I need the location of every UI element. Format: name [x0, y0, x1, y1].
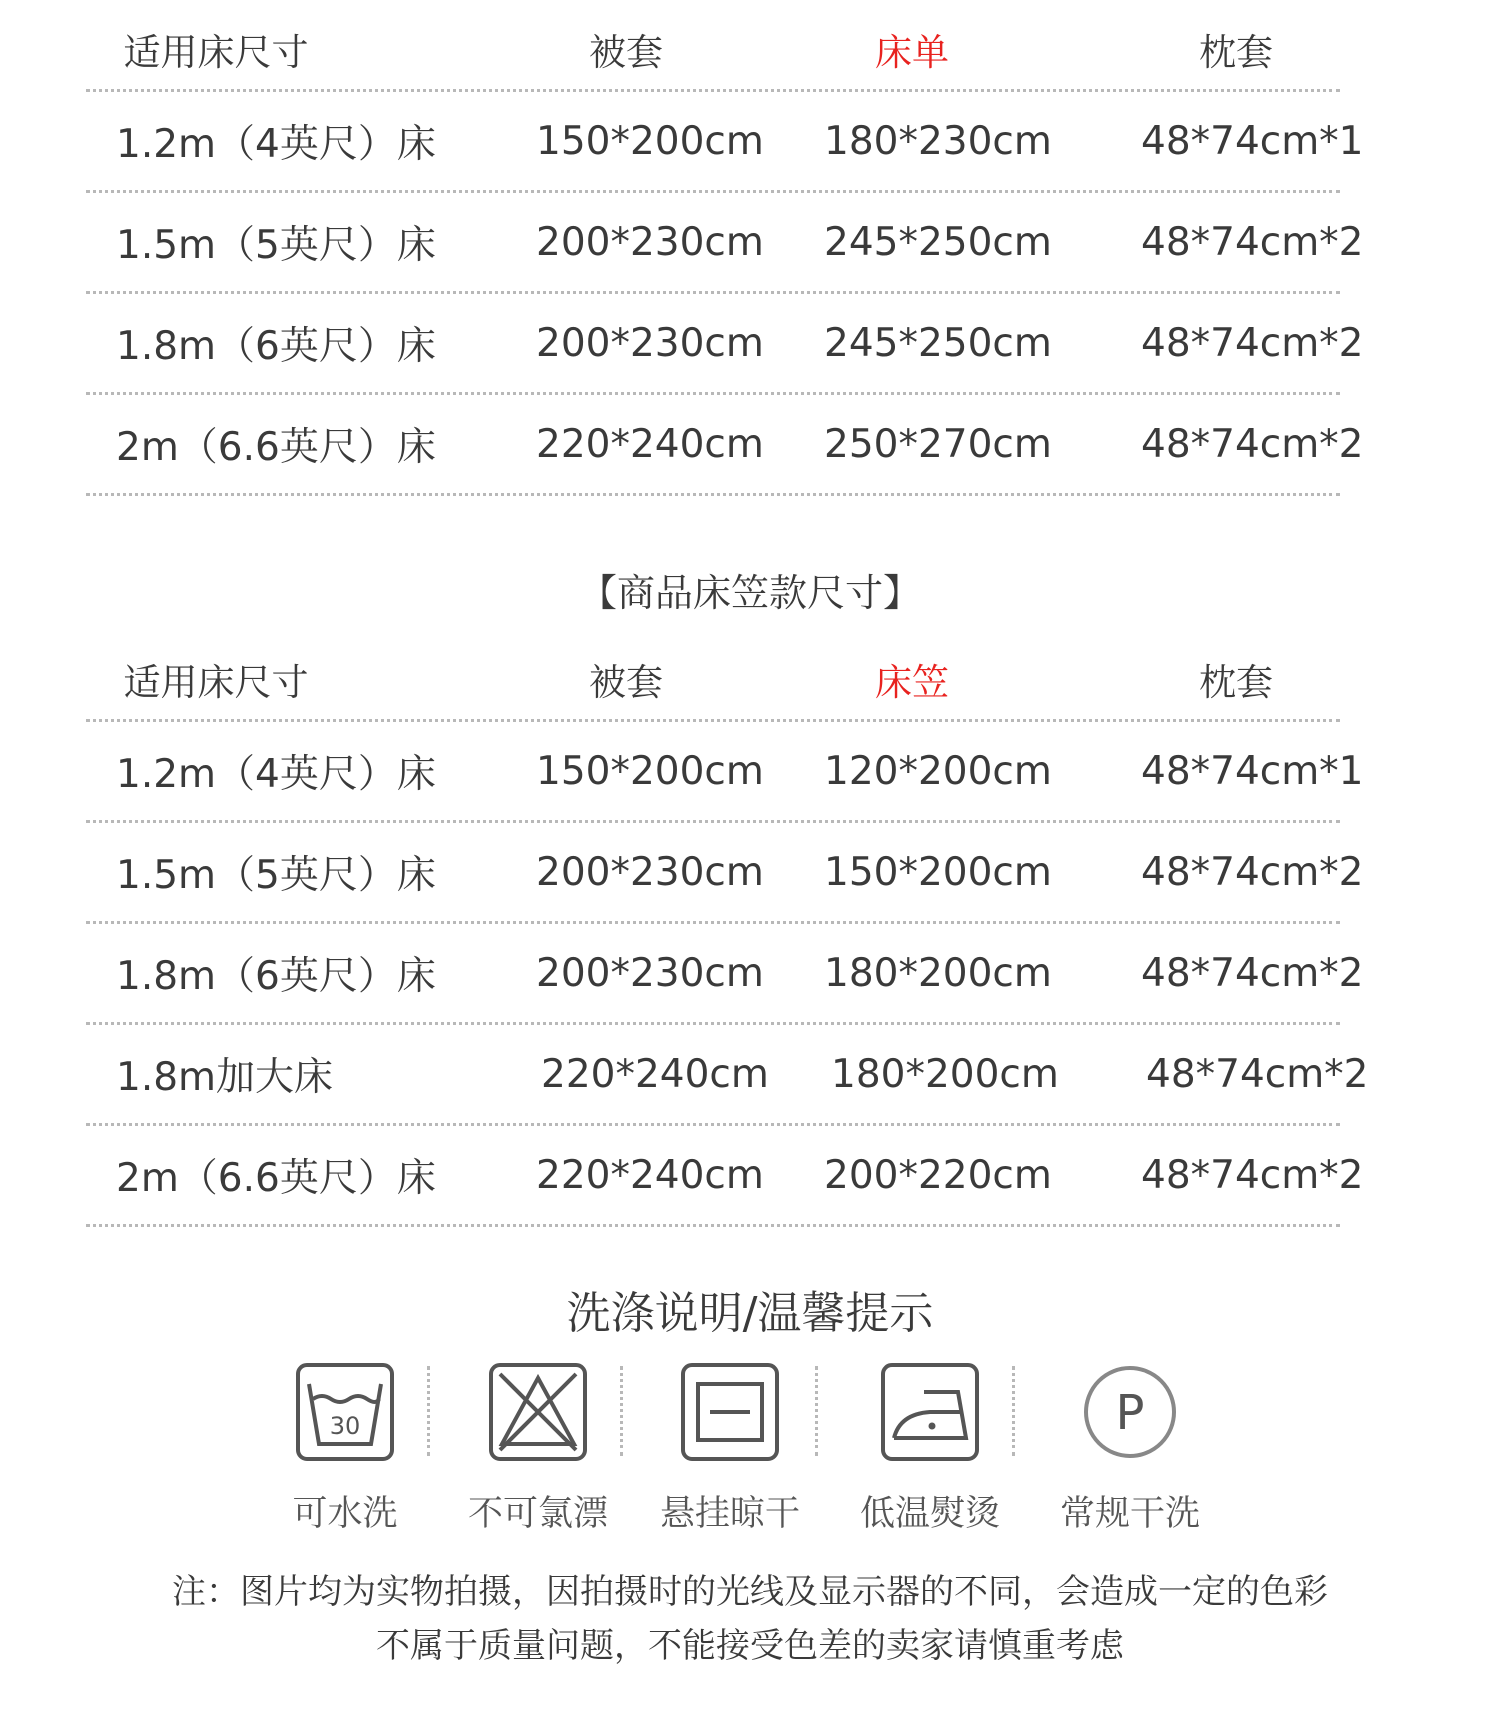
care-label-no-bleach: 不可氯漂 [467, 1494, 608, 1534]
table-row [86, 924, 1364, 1025]
pillowcase-size-cell: 48*74cm*1 [1141, 118, 1364, 164]
header-duvet-cover: 被套 [589, 30, 663, 74]
pillowcase-size-cell: 48*74cm*1 [1141, 748, 1364, 794]
fitted-size-cell: 120*200cm [824, 748, 1052, 794]
table-header [86, 8, 1340, 92]
header-bed-size: 适用床尺寸 [123, 30, 309, 74]
bed-size-cell: 1.5m（5英尺）床 [116, 223, 436, 268]
care-item-hang-dry [655, 1362, 805, 1536]
header-pillowcase: 枕套 [1199, 660, 1273, 704]
size-table-fitted [86, 638, 1369, 1227]
header-pillowcase: 枕套 [1199, 30, 1273, 74]
care-item-no-bleach [463, 1362, 613, 1536]
pillowcase-size-cell: 48*74cm*2 [1141, 219, 1364, 265]
pillowcase-size-cell: 48*74cm*2 [1141, 950, 1364, 996]
duvet-size-cell: 220*240cm [536, 1152, 764, 1198]
fitted-size-cell: 180*200cm [824, 950, 1052, 996]
header-fitted-sheet: 床笠 [875, 660, 949, 704]
header-bed-sheet: 床单 [875, 30, 949, 74]
dotted-separator [427, 1366, 430, 1456]
table-row [86, 1126, 1364, 1227]
duvet-size-cell: 150*200cm [536, 118, 764, 164]
hang-dry-icon [680, 1362, 780, 1462]
fitted-size-cell: 150*200cm [824, 849, 1052, 895]
care-icons [270, 1362, 1200, 1534]
care-instructions-title: 洗涤说明/温馨提示 [566, 1288, 934, 1339]
bed-size-cell: 1.8m（6英尺）床 [116, 954, 436, 999]
low-iron-icon [880, 1362, 980, 1462]
duvet-size-cell: 200*230cm [536, 849, 764, 895]
bed-size-cell: 2m（6.6英尺）床 [116, 425, 436, 470]
sheet-size-cell: 180*230cm [824, 118, 1052, 164]
section-title-fitted-sheet: 【商品床笠款尺寸】 [578, 571, 921, 615]
duvet-size-cell: 150*200cm [536, 748, 764, 794]
bed-size-cell: 2m（6.6英尺）床 [116, 1156, 436, 1201]
table-row [86, 92, 1364, 193]
dry-clean-icon [1080, 1362, 1180, 1462]
pillowcase-size-cell: 48*74cm*2 [1141, 421, 1364, 467]
wash-30-icon [295, 1362, 395, 1462]
bed-size-cell: 1.8m（6英尺）床 [116, 324, 436, 369]
disclaimer-line-2: 不属于质量问题，不能接受色差的卖家请慎重考虑 [376, 1626, 1124, 1666]
duvet-size-cell: 220*240cm [536, 421, 764, 467]
dotted-divider [86, 1224, 1340, 1227]
dotted-divider [86, 493, 1340, 496]
no-bleach-icon [488, 1362, 588, 1462]
care-label-low-iron: 低温熨烫 [859, 1494, 1000, 1534]
bed-size-cell: 1.2m（4英尺）床 [116, 122, 436, 167]
care-item-dry-clean [1055, 1362, 1205, 1536]
table-row [86, 722, 1364, 823]
duvet-size-cell: 200*230cm [536, 320, 764, 366]
pillowcase-size-cell: 48*74cm*2 [1141, 320, 1364, 366]
sheet-size-cell: 245*250cm [824, 320, 1052, 366]
bed-size-cell: 1.2m（4英尺）床 [116, 752, 436, 797]
table-row [86, 193, 1364, 294]
table-row [86, 294, 1364, 395]
table-row [86, 395, 1364, 496]
bed-size-cell: 1.8m加大床 [116, 1055, 334, 1100]
care-label-hang-dry: 悬挂晾干 [659, 1494, 800, 1534]
header-bed-size: 适用床尺寸 [123, 660, 309, 704]
table-header [86, 638, 1340, 722]
header-duvet-cover: 被套 [589, 660, 663, 704]
disclaimer-line-1: 注：图片均为实物拍摄，因拍摄时的光线及显示器的不同，会造成一定的色彩 [172, 1572, 1328, 1612]
svg-text:P: P [1115, 1385, 1145, 1441]
duvet-size-cell: 200*230cm [536, 950, 764, 996]
table-row [86, 823, 1364, 924]
dotted-separator [1012, 1366, 1015, 1456]
care-item-washable [270, 1362, 420, 1536]
fitted-size-cell: 180*200cm [831, 1051, 1059, 1097]
pillowcase-size-cell: 48*74cm*2 [1141, 1152, 1364, 1198]
svg-text:30: 30 [329, 1412, 361, 1440]
duvet-size-cell: 200*230cm [536, 219, 764, 265]
fitted-size-cell: 200*220cm [824, 1152, 1052, 1198]
pillowcase-size-cell: 48*74cm*2 [1141, 849, 1364, 895]
duvet-size-cell: 220*240cm [541, 1051, 769, 1097]
table-row [86, 1025, 1369, 1126]
dotted-separator [620, 1366, 623, 1456]
sheet-size-cell: 245*250cm [824, 219, 1052, 265]
pillowcase-size-cell: 48*74cm*2 [1146, 1051, 1369, 1097]
size-table-sheet [86, 8, 1364, 496]
bed-size-cell: 1.5m（5英尺）床 [116, 853, 436, 898]
care-label-dry-clean: 常规干洗 [1059, 1494, 1200, 1534]
care-label-washable: 可水洗 [292, 1494, 398, 1534]
sheet-size-cell: 250*270cm [824, 421, 1052, 467]
dotted-separator [815, 1366, 818, 1456]
care-item-low-iron [855, 1362, 1005, 1536]
